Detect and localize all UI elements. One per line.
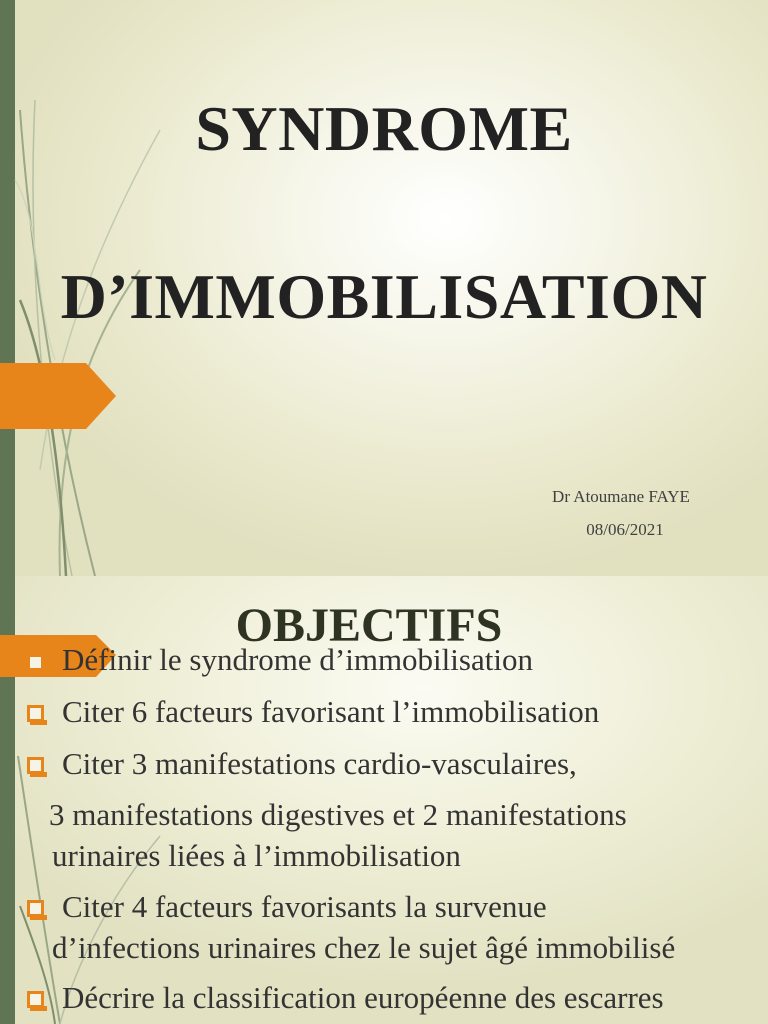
list-item-continuation: 3 manifestations digestives et 2 manifestations [49, 797, 627, 832]
checkbox-bullet-icon [27, 991, 44, 1008]
list-item-continuation: d’infections urinaires chez le sujet âgé immobilisé [52, 930, 676, 965]
list-item: Citer 4 facteurs favorisants la survenue [62, 889, 547, 924]
objectives-slide [0, 576, 768, 1024]
title-line-2: D’IMMOBILISATION [60, 261, 708, 332]
checkbox-bullet-icon [27, 900, 44, 917]
author-name: Dr Atoumane FAYE [552, 487, 690, 506]
title-line-1: SYNDROME [195, 93, 573, 164]
objectives-heading: OBJECTIFS [235, 599, 503, 652]
checkbox-bullet-icon [27, 705, 44, 722]
list-item: Décrire la classification européenne des escarres [62, 980, 664, 1015]
checkbox-bullet-icon [27, 654, 44, 671]
list-item: Définir le syndrome d’immobilisation [62, 642, 533, 677]
list-item-continuation: urinaires liées à l’immobilisation [52, 838, 461, 873]
orange-arrow-tab [0, 363, 118, 429]
list-item: Citer 6 facteurs favorisant l’immobilisation [62, 694, 600, 729]
presentation-date: 08/06/2021 [586, 520, 664, 539]
list-item: Citer 3 manifestations cardio-vasculaires, [62, 746, 577, 781]
checkbox-bullet-icon [27, 757, 44, 774]
